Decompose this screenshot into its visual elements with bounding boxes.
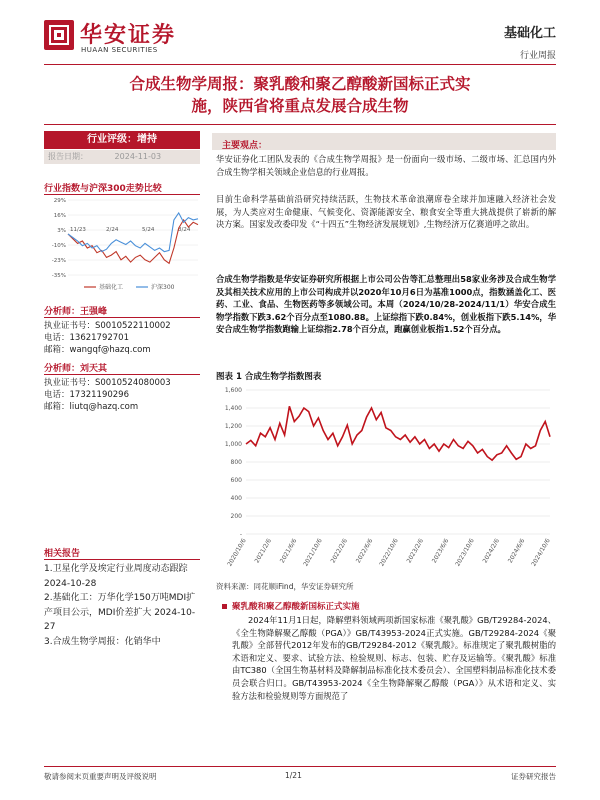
analyst2-cert: 执业证书号：S0010524080003 [44, 378, 171, 388]
logo-seal-icon [44, 20, 74, 50]
report-date-label: 报告日期： [48, 152, 88, 161]
analyst2-title: 分析师：刘天其 [44, 364, 108, 374]
para-intro: 华安证券化工团队发表的《合成生物学周报》是一份面向一级市场、二级市场、汇总国内外合成生物学相关领域企业信息的行业周报。 [216, 154, 556, 177]
related-item-3[interactable]: 3.合成生物学周报：化销华中 [44, 636, 161, 647]
rating: 行业评级：增持 [87, 134, 157, 145]
y-tick-label: 1,400 [224, 405, 242, 412]
analyst1-underline [44, 317, 200, 318]
subhead-bullet [222, 604, 227, 609]
analyst1-cert: 执业证书号：S0010522110002 [44, 321, 171, 331]
x-tick-label: 5/24 [142, 227, 155, 233]
report-title-line1: 合成生物学周报：聚乳酸和聚乙醇酸新国标正式实 [129, 75, 471, 93]
y-tick-label: 3% [57, 228, 66, 234]
y-tick-label: -35% [51, 273, 66, 279]
y-tick-label: -10% [51, 243, 66, 249]
index-comparison-chart [44, 195, 200, 295]
key-points-bar [212, 133, 556, 150]
x-tick-label: 2022/6/6 [354, 537, 375, 565]
analyst2-phone: 电话：17321190296 [44, 390, 129, 400]
para-standard: 2024年11月1日起，降解塑料领域两项新国家标准《聚乳酸》GB/T29284-2024、《全生物降解聚乙醇酸（PGA）》GB/T43953-2024正式实施。GB/T29284-2024《聚乳酸》全部替代2012年发布的GB/T29284-2012《聚乳酸》。标准规定了聚乳酸树脂的术语和定义、要求、试验方法、检验规则、标志、包装、贮存及运输等。《聚乳酸》标准由TC380（全国生物基材料及降解制品标准化技术委员会）、全国塑料制品标准化技术委员会联合归口。GB/T43953-2024《全生物降解聚乙醇酸（PGA）》从术语和定义、实验方法和检验规则等方面规范了 [232, 615, 556, 701]
y-tick-label: 200 [230, 513, 242, 520]
report-date: 2024-11-03 [114, 152, 162, 161]
related-list [44, 562, 200, 649]
x-tick-label: 2022/2/6 [329, 537, 350, 565]
key-points-label: 主要观点： [222, 141, 268, 151]
x-tick-label: 2022/10/6 [378, 537, 400, 568]
y-tick-label: 1,000 [224, 441, 242, 448]
header-divider [44, 64, 556, 65]
analyst2-email[interactable]: 邮箱：liutq@hazq.com [44, 402, 139, 412]
analyst1-email[interactable]: 邮箱：wangqf@hazq.com [44, 345, 151, 355]
synbio-index-chart [216, 384, 556, 580]
category: 基础化工 [503, 26, 556, 41]
subcategory: 行业周报 [519, 51, 556, 61]
x-tick-label: 8/24 [178, 227, 191, 233]
y-tick-label: 1,600 [224, 387, 242, 394]
x-tick-label: 2021/2/6 [253, 537, 274, 565]
y-tick-label: 1,200 [224, 423, 242, 430]
x-tick-label: 2023/10/6 [454, 537, 476, 568]
logo-text: 华安证券 [80, 22, 177, 48]
x-tick-label: 11/23 [70, 227, 86, 233]
footer-disclaimer[interactable]: 敬请参阅末页重要声明及评级说明 [44, 772, 157, 781]
x-tick-label: 2/24 [106, 227, 119, 233]
y-tick-label: 29% [53, 198, 66, 204]
x-tick-label: 2023/6/6 [430, 537, 451, 565]
analyst1-title: 分析师：王强峰 [44, 307, 108, 317]
subhead: 聚乳酸和聚乙醇酸新国标正式实施 [232, 602, 360, 612]
report-title [50, 73, 550, 117]
x-tick-label: 2024/2/6 [481, 537, 502, 565]
page-number: 1/21 [285, 771, 302, 780]
logo-english: HUAAN SECURITIES [81, 46, 158, 54]
related-item-1[interactable]: 1.卫星化学及埃定行业周度动态跟踪 2024-10-28 [44, 564, 188, 589]
x-tick-label: 2024/6/6 [506, 537, 527, 565]
index-chart-title: 行业指数与沪深300走势比较 [44, 184, 162, 194]
analyst2-info [44, 377, 171, 413]
figure-source: 资料来源：同花顺iFind，华安证券研究所 [216, 582, 354, 591]
logo [44, 18, 194, 60]
x-tick-label: 2021/6/6 [278, 537, 299, 565]
x-tick-label: 2024/10/6 [530, 537, 552, 568]
related-item-2[interactable]: 2.基础化工：万华化学150万吨MDI扩产项目公示，MDI价差扩大 2024-10-27 [44, 593, 196, 632]
footer-right: 证券研究报告 [511, 772, 556, 781]
x-tick-label: 2020/10/6 [226, 537, 248, 568]
title-divider [44, 124, 556, 125]
x-tick-label: 2021/10/6 [302, 537, 324, 568]
para-background: 目前生命科学基础前沿研究持续活跃，生物技术革命浪潮席卷全球并加速融入经济社会发展，为人类应对生命健康、气候变化、资源能源安全、粮食安全等重大挑战提供了崭新的解决方案。国家发改委印发《“十四五”生物经济发展规划》,生物经济万亿赛道呼之欲出。 [216, 194, 556, 230]
index-series-line [246, 406, 550, 460]
y-tick-label: 16% [53, 213, 66, 219]
y-tick-label: 400 [230, 495, 242, 502]
related-title: 相关报告 [44, 549, 81, 559]
figure-title: 图表 1 合成生物学指数图表 [216, 372, 322, 382]
legend-label-industry: 基础化工 [99, 284, 124, 291]
y-tick-label: 800 [230, 459, 242, 466]
report-date-row [44, 150, 200, 164]
legend-label-hs300: 沪深300 [151, 284, 175, 291]
y-tick-label: -23% [51, 258, 66, 264]
analyst1-phone: 电话：13621792701 [44, 333, 129, 343]
footer-divider [44, 766, 556, 767]
analyst2-underline [44, 374, 200, 375]
analyst1-info [44, 320, 171, 356]
para-index: 合成生物学指数是华安证券研究所根据上市公司公告等汇总整理出58家业务涉及合成生物学及其相关技术应用的上市公司构成并以2020年10月6日为基准1000点，指数涵盖化工、医药、工业、食品、生物医药等多领域公司。本周（2024/10/28-2024/11/1）华安合成生物学指数下跌3.62个百分点至1080.88。上证综指下跌0.84%，创业板指下跌5.14%，华安合成生物学指数跑输上证综指2.78个百分点，跑赢创业板指1.52个百分点。 [216, 274, 556, 335]
y-tick-label: - [239, 531, 242, 538]
report-title-line2: 施，陕西省将重点发展合成生物 [191, 97, 409, 115]
x-tick-label: 2023/2/6 [405, 537, 426, 565]
related-underline [44, 559, 200, 560]
y-tick-label: 600 [230, 477, 242, 484]
